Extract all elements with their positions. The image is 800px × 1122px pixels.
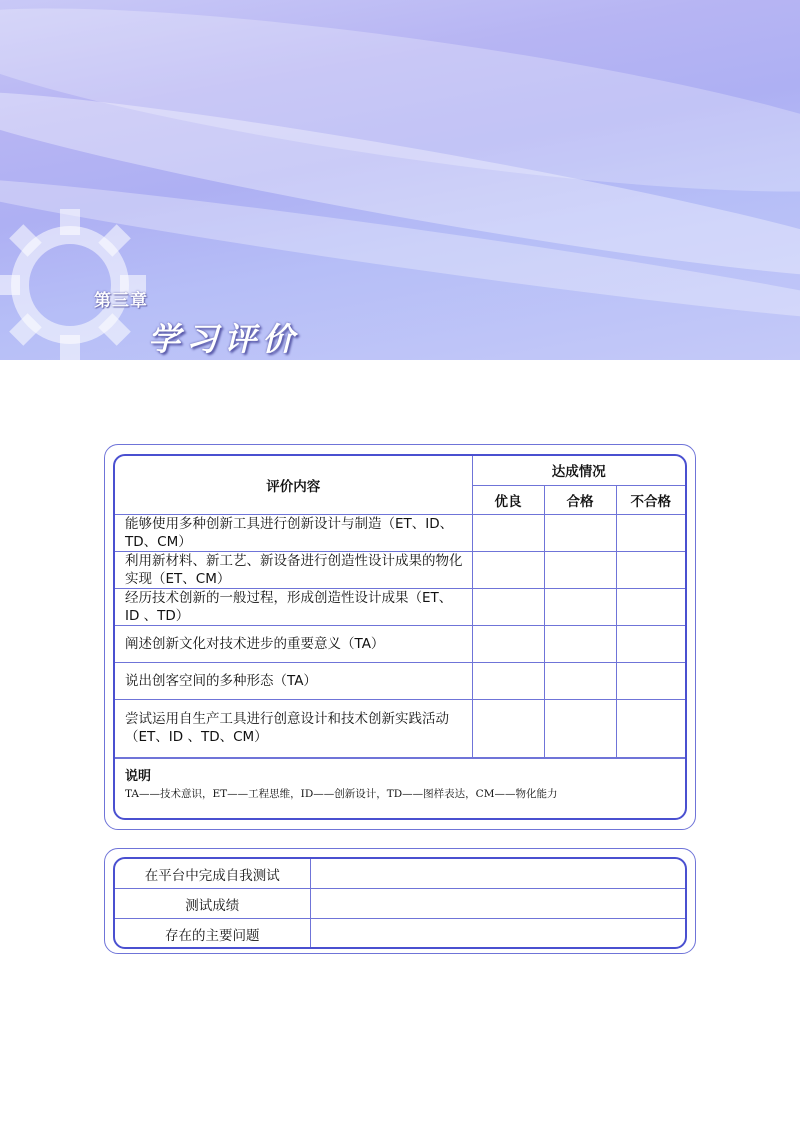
rating-cell[interactable] — [472, 625, 544, 662]
score-label: 测试成绩 — [115, 889, 310, 919]
rating-cell[interactable] — [472, 551, 544, 588]
legend-note — [115, 758, 685, 818]
evaluation-frame — [104, 444, 696, 830]
table-row: 说出创客空间的多种形态（TA） — [115, 662, 472, 699]
rating-cell[interactable] — [544, 551, 616, 588]
table-row: 能够使用多种创新工具进行创新设计与制造（ET、ID、TD、CM） — [115, 514, 472, 551]
evaluation-table-box — [113, 454, 687, 820]
self-test-frame — [104, 848, 696, 954]
rating-cell[interactable] — [544, 514, 616, 551]
rating-cell[interactable] — [472, 662, 544, 699]
header-fail: 不合格 — [616, 485, 685, 514]
rating-cell[interactable] — [616, 551, 685, 588]
self-test-label: 在平台中完成自我测试 — [115, 859, 310, 889]
self-test-input[interactable] — [310, 859, 685, 889]
rating-cell[interactable] — [544, 699, 616, 757]
problems-input[interactable] — [310, 919, 685, 949]
rating-cell[interactable] — [472, 588, 544, 625]
table-row: 利用新材料、新工艺、新设备进行创造性设计成果的物化实现（ET、CM） — [115, 551, 472, 588]
score-input[interactable] — [310, 889, 685, 919]
rating-cell[interactable] — [472, 514, 544, 551]
table-row: 阐述创新文化对技术进步的重要意义（TA） — [115, 625, 472, 662]
rating-cell[interactable] — [616, 662, 685, 699]
rating-cell[interactable] — [616, 588, 685, 625]
rating-cell[interactable] — [544, 588, 616, 625]
header-excellent: 优良 — [472, 485, 544, 514]
self-test-box — [113, 857, 687, 949]
header-content: 评价内容 — [115, 456, 472, 514]
chapter-label: 第三章 — [94, 291, 148, 311]
note-text: TA——技术意识，ET——工程思维，ID——创新设计，TD——图样表达，CM——物化能力 — [125, 787, 558, 800]
rating-cell[interactable] — [616, 514, 685, 551]
rating-cell[interactable] — [472, 699, 544, 757]
header-pass: 合格 — [544, 485, 616, 514]
rating-cell[interactable] — [544, 662, 616, 699]
rating-cell[interactable] — [616, 699, 685, 757]
self-test-table — [115, 859, 685, 948]
chapter-banner — [0, 0, 800, 360]
rating-cell[interactable] — [616, 625, 685, 662]
evaluation-table — [115, 456, 685, 758]
gear-icon — [0, 205, 150, 360]
table-row: 经历技术创新的一般过程，形成创造性设计成果（ET、ID 、TD） — [115, 588, 472, 625]
note-title: 说明 — [125, 768, 152, 784]
problems-label: 存在的主要问题 — [115, 919, 310, 949]
table-row: 尝试运用自生产工具进行创意设计和技术创新实践活动（ET、ID 、TD、CM） — [115, 699, 472, 757]
rating-cell[interactable] — [544, 625, 616, 662]
page-title: 学习评价 — [148, 320, 301, 358]
header-achievement: 达成情况 — [472, 456, 685, 485]
